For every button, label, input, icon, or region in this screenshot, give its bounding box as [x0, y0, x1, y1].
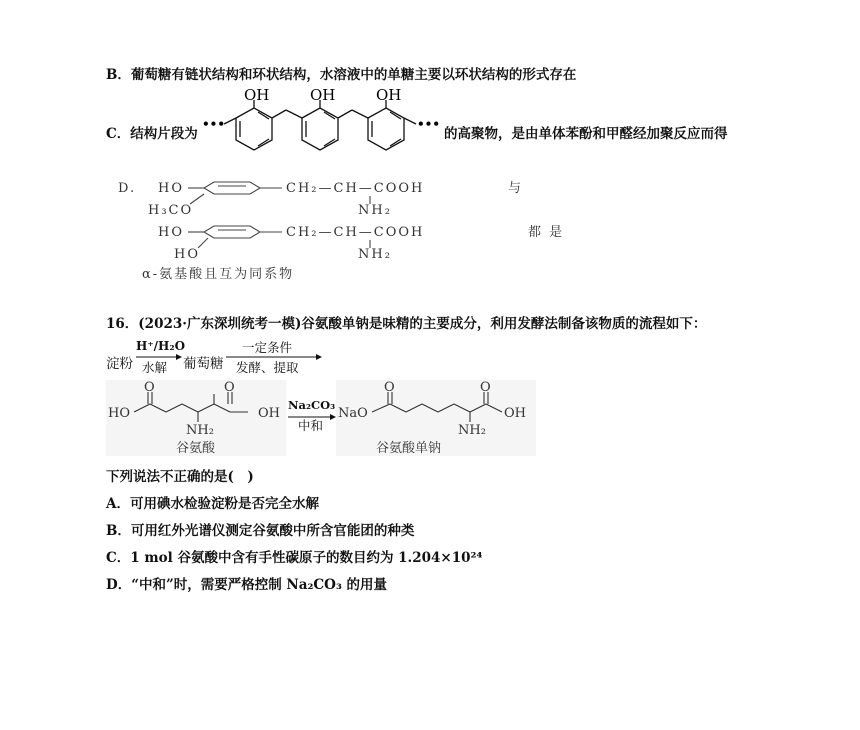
option-c-suffix: 的高聚物，是由单体苯酚和甲醛经加聚反应而得 [444, 126, 728, 142]
flow-arrow2-bottom: 发酵、提取 [236, 360, 299, 375]
question-prompt: 下列说法不正确的是( ) [106, 469, 254, 485]
glu-label: 谷氨酸 [176, 441, 216, 456]
option-d-image [118, 174, 598, 282]
glu-nh2: NH₂ [186, 423, 214, 438]
oh-label-3: OH [376, 88, 402, 104]
msg-structure [336, 380, 536, 456]
question-number: 16． [106, 316, 139, 332]
oh-label-2: OH [310, 88, 336, 104]
option-b: B．葡萄糖有链状结构和环状结构，水溶液中的单糖主要以环状结构的形式存在 [106, 67, 577, 83]
question-16 [106, 312, 706, 332]
answer-a: A．可用碘水检验淀粉是否完全水解 [106, 496, 319, 512]
msg-label: 谷氨酸单钠 [376, 441, 442, 456]
phenol-formaldehyde-structure [198, 88, 443, 166]
option-c-prefix: C．结构片段为 [106, 126, 198, 142]
d2-ho-sub: HO [174, 247, 200, 262]
d2-chain: CH₂—CH—COOH [286, 225, 425, 240]
d1-h3co: H₃CO [148, 203, 194, 218]
answer-c: C．1 mol 谷氨酸中含有手性碳原子的数目约为 1.204×10²⁴ [106, 550, 483, 566]
answer-d: D．“中和”时，需要严格控制 Na₂CO₃ 的用量 [106, 577, 388, 593]
d1-nh2: NH₂ [358, 203, 392, 218]
flow-start: 淀粉 [106, 356, 133, 372]
flow-arrow1-top: H⁺/H₂O [136, 339, 186, 353]
glutamic-acid-structure [106, 380, 286, 456]
msg-o1: O [384, 380, 395, 395]
oh-label-1: OH [244, 88, 270, 104]
glu-o1: O [144, 380, 155, 395]
option-d-footer: α-氨基酸且互为同系物 [142, 267, 295, 282]
option-d-label: D. [118, 181, 137, 196]
d2-tail: 都 是 [528, 225, 565, 240]
neutralize-reagent: Na₂CO₃ [288, 398, 336, 412]
d1-tail: 与 [508, 181, 524, 196]
d1-ho: HO [158, 181, 184, 196]
msg-nh2: NH₂ [458, 423, 486, 438]
ellipsis-right: ••• [417, 117, 441, 131]
d1-chain: CH₂—CH—COOH [286, 181, 425, 196]
answer-b: B．可用红外光谱仪测定谷氨酸中所含官能团的种类 [106, 523, 415, 539]
glu-oh: OH [258, 406, 280, 421]
msg-oh: OH [504, 406, 526, 421]
d2-ho: HO [158, 225, 184, 240]
msg-nao: NaO [338, 406, 368, 421]
flow-arrow2-top: 一定条件 [242, 340, 293, 355]
question-stem: 谷氨酸单钠是味精的主要成分，利用发酵法制备该物质的流程如下： [301, 316, 707, 332]
glu-o2: O [224, 380, 235, 395]
glu-ho: HO [108, 406, 130, 421]
neutralize-label: 中和 [298, 418, 324, 433]
flow-middle: 葡萄糖 [183, 356, 224, 372]
msg-o2: O [480, 380, 491, 395]
ellipsis-left: ••• [202, 117, 226, 131]
flow-arrow1-bottom: 水解 [142, 360, 168, 375]
d2-nh2: NH₂ [358, 247, 392, 262]
question-source: (2023·广东深圳统考一模) [138, 316, 302, 332]
